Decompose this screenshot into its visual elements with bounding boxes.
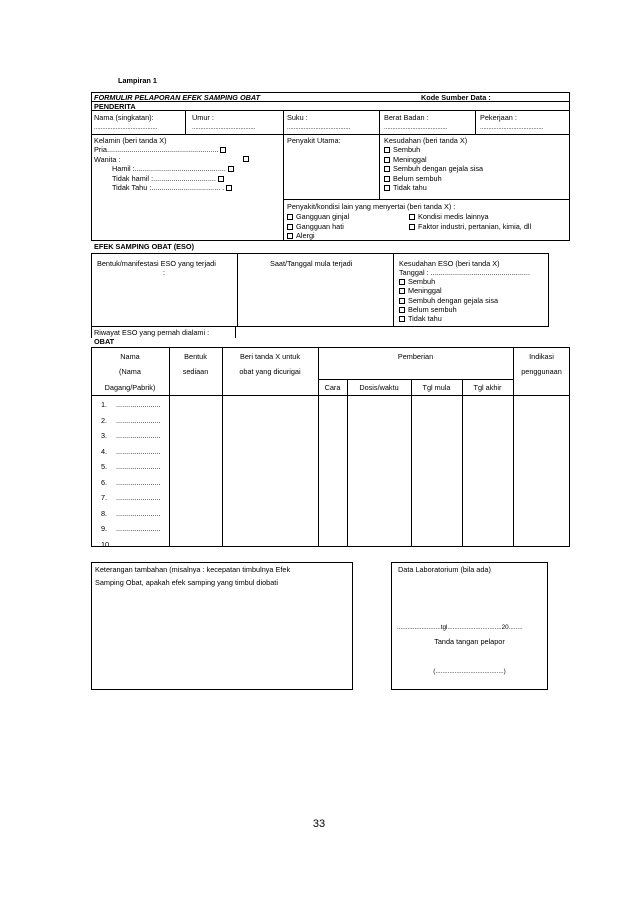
tidak-tahu-label: Tidak Tahu :.................................. .	[112, 183, 225, 192]
sub-col-dosis: Dosis/waktu	[359, 383, 399, 392]
option-label: Belum sembuh	[393, 174, 442, 183]
checkbox[interactable]	[384, 157, 390, 163]
tidak-hamil-checkbox[interactable]	[218, 176, 224, 182]
penyakit-lain-option[interactable]	[287, 222, 344, 231]
row-name-field[interactable]: ......................	[116, 493, 161, 502]
wanita-checkbox[interactable]	[243, 156, 249, 162]
kesudahan-option[interactable]	[384, 145, 420, 154]
obat-row[interactable]	[101, 447, 161, 456]
pria-option[interactable]	[94, 145, 226, 154]
row-number: 4.	[101, 446, 108, 456]
col-indikasi-2: penggunaan	[521, 367, 562, 376]
wanita-option[interactable]	[94, 155, 249, 164]
lab-title: Data Laboratorium (bila ada)	[398, 565, 491, 574]
kesudahan-option[interactable]	[384, 164, 483, 173]
berat-badan-field[interactable]: ......................................	[384, 125, 448, 131]
kesudahan-eso-option[interactable]	[399, 305, 457, 314]
checkbox[interactable]	[399, 298, 405, 304]
kesudahan-option[interactable]	[384, 155, 427, 164]
hamil-checkbox[interactable]	[228, 166, 234, 172]
kesudahan-eso-option[interactable]	[399, 277, 435, 286]
penyakit-utama-label: Penyakit Utama:	[287, 136, 341, 145]
option-label: Tidak tahu	[408, 314, 442, 323]
pria-checkbox[interactable]	[220, 147, 226, 153]
option-label: Sembuh	[393, 145, 421, 154]
row-number: 10.	[101, 539, 112, 549]
riwayat-label: Riwayat ESO yang pernah dialami :	[94, 328, 210, 337]
option-label: Belum sembuh	[408, 305, 457, 314]
row-number: 8.	[101, 508, 108, 518]
sub-col-tgl-akhir: Tgl akhir	[473, 383, 502, 392]
bentuk-eso-colon: :	[163, 268, 166, 277]
checkbox[interactable]	[399, 279, 405, 285]
option-label: Meninggal	[393, 155, 427, 164]
kesudahan-eso-option[interactable]	[399, 314, 442, 323]
obat-heading: OBAT	[94, 337, 115, 346]
row-number: 9.	[101, 524, 108, 533]
tanggal-pelapor-field[interactable]: .........................tgl...............................20........	[397, 624, 523, 631]
checkbox[interactable]	[399, 307, 405, 313]
col-nama-2: (Nama	[119, 367, 141, 376]
row-name-field[interactable]: ......................	[116, 446, 161, 456]
obat-row[interactable]	[101, 478, 161, 487]
obat-row[interactable]	[101, 540, 116, 549]
kode-sumber-label: Kode Sumber Data :	[421, 93, 491, 102]
page-number: 33	[312, 818, 326, 830]
form-title: FORMULIR PELAPORAN EFEK SAMPING OBAT	[94, 93, 261, 102]
row-name-field[interactable]: ......................	[116, 477, 161, 487]
checkbox[interactable]	[399, 316, 405, 322]
checkbox[interactable]	[399, 288, 405, 294]
row-number: 2.	[101, 415, 108, 425]
obat-row[interactable]	[101, 509, 161, 518]
row-name-field[interactable]: ......................	[116, 524, 161, 533]
col-nama-3: Dagang/Pabrik)	[104, 383, 156, 392]
row-name-field[interactable]: ......................	[116, 400, 161, 409]
obat-row[interactable]	[101, 416, 161, 425]
row-name-field[interactable]: ......................	[116, 462, 161, 471]
row-number: 3.	[101, 431, 108, 440]
eso-heading: EFEK SAMPING OBAT (ESO)	[94, 242, 194, 251]
option-label: Tidak tahu	[393, 183, 427, 192]
bentuk-eso-label: Bentuk/manifestasi ESO yang terjadi	[97, 259, 216, 268]
kesudahan-option[interactable]	[384, 174, 442, 183]
option-label: Sembuh	[408, 277, 436, 286]
tidak-hamil-option[interactable]	[112, 174, 224, 183]
sub-col-cara: Cara	[324, 383, 341, 392]
row-name-field[interactable]: ......................	[116, 431, 161, 440]
checkbox[interactable]	[287, 233, 293, 239]
obat-row[interactable]	[101, 431, 161, 440]
checkbox[interactable]	[384, 185, 390, 191]
umur-label: Umur :	[192, 113, 214, 122]
checkbox[interactable]	[287, 224, 293, 230]
penyakit-lain-option[interactable]	[287, 231, 315, 240]
kesudahan-eso-option[interactable]	[399, 286, 442, 295]
kesudahan-eso-option[interactable]	[399, 296, 498, 305]
option-label: Meninggal	[408, 286, 442, 295]
option-label: Alergi	[296, 231, 315, 240]
penyakit-lain-label: Penyakit/kondisi lain yang menyertai (beri tanda X) :	[287, 202, 456, 211]
col-indikasi-1: Indikasi	[529, 352, 554, 361]
checkbox[interactable]	[287, 214, 293, 220]
option-label: Gangguan ginjal	[296, 212, 350, 221]
nama-label: Nama (singkatan):	[94, 113, 154, 122]
nama-field[interactable]: ......................................	[94, 125, 158, 131]
col-tanda-2: obat yang dicurigai	[239, 367, 301, 376]
umur-field[interactable]: ......................................	[192, 125, 256, 131]
checkbox[interactable]	[384, 147, 390, 153]
suku-field[interactable]: ......................................	[287, 125, 351, 131]
kesudahan-option[interactable]	[384, 183, 427, 192]
tidak-tahu-checkbox[interactable]	[226, 185, 232, 191]
obat-row[interactable]	[101, 400, 161, 409]
lampiran-label: Lampiran 1	[118, 76, 157, 85]
kelamin-label: Kelamin (beri tanda X)	[94, 136, 167, 145]
tidak-hamil-label: Tidak hamil :...............................	[112, 174, 216, 183]
checkbox[interactable]	[409, 224, 415, 230]
tanda-tangan-label: Tanda tangan pelapor	[434, 637, 505, 646]
berat-badan-label: Berat Badan :	[384, 113, 429, 122]
penyakit-lain-option[interactable]	[287, 212, 349, 221]
row-number: 7.	[101, 493, 108, 502]
option-label: Sembuh dengan gejala sisa	[408, 296, 499, 305]
kesudahan-eso-label: Kesudahan ESO (beri tanda X)	[399, 259, 500, 268]
keterangan-line-1: Keterangan tambahan (misalnya : kecepatan timbulnya Efek	[95, 565, 291, 574]
penyakit-lain-option[interactable]	[409, 212, 489, 221]
row-number: 5.	[101, 462, 108, 471]
row-name-field[interactable]: ......................	[116, 508, 161, 518]
checkbox[interactable]	[384, 166, 390, 172]
col-bentuk-2: sediaan	[182, 367, 209, 376]
obat-table	[91, 347, 570, 547]
checkbox[interactable]	[384, 176, 390, 182]
suku-label: Suku :	[287, 113, 308, 122]
kesudahan-label: Kesudahan (beri tanda X)	[384, 136, 468, 145]
hamil-option[interactable]	[112, 164, 234, 173]
tidak-tahu-option[interactable]	[112, 183, 232, 192]
penyakit-lain-option[interactable]	[409, 222, 531, 231]
obat-row[interactable]	[101, 524, 161, 533]
nama-pelapor-field[interactable]: (.......................................)	[433, 668, 506, 675]
hamil-label: Hamil :.............................................	[112, 164, 226, 173]
row-number: 1.	[101, 400, 108, 409]
sub-col-tgl-mula: Tgl mula	[422, 383, 451, 392]
tanggal-field[interactable]: Tanggal : .................................................	[399, 268, 530, 277]
row-name-field[interactable]: ......................	[116, 415, 161, 425]
penderita-heading: PENDERITA	[94, 102, 136, 111]
wanita-label: Wanita :	[94, 155, 121, 164]
option-label: Sembuh dengan gejala sisa	[393, 164, 484, 173]
col-nama-1: Nama	[120, 352, 140, 361]
col-bentuk-1: Bentuk	[184, 352, 207, 361]
option-label: Gangguan hati	[296, 222, 344, 231]
col-pemberian: Pemberian	[397, 352, 434, 361]
option-label: Faktor industri, pertanian, kimia, dll	[418, 222, 532, 231]
obat-row[interactable]	[101, 462, 161, 471]
checkbox[interactable]	[409, 214, 415, 220]
saat-label: Saat/Tanggal mula terjadi	[270, 259, 353, 268]
keterangan-line-2: Samping Obat, apakah efek samping yang timbul diobati	[95, 578, 278, 587]
pekerjaan-field[interactable]: ......................................	[480, 125, 544, 131]
option-label: Kondisi medis lainnya	[418, 212, 489, 221]
pekerjaan-label: Pekerjaan :	[480, 113, 517, 122]
row-number: 6.	[101, 477, 108, 487]
obat-row[interactable]	[101, 493, 161, 502]
col-tanda-1: Beri tanda X untuk	[239, 352, 301, 361]
pria-label: Pria.......................................................	[94, 145, 219, 154]
